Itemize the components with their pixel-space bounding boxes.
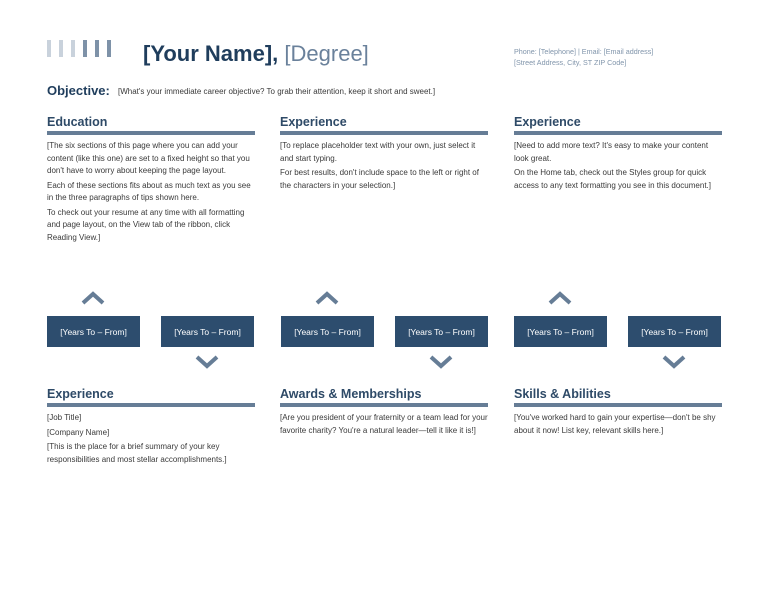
job-summary[interactable]: [This is the place for a brief summary of your key responsibilities and most stellar accomplishments.] [47,442,227,464]
section-skills-abilities [514,387,722,439]
section-body[interactable] [47,140,255,244]
section-title: Education [47,115,255,135]
objective-text[interactable]: [What's your immediate career objective? To grab their attention, keep it short and sweet.] [118,87,436,96]
chevron-up-icon [314,291,340,305]
section-education [47,115,255,246]
section-title: Awards & Memberships [280,387,488,407]
company-name[interactable]: [Company Name] [47,427,110,437]
objective-label: Objective: [47,83,110,98]
contact-info[interactable] [514,46,653,68]
section-body[interactable] [47,412,255,466]
job-title[interactable]: [Job Title] [47,413,82,422]
section-body[interactable] [280,140,488,192]
timeline-date-box[interactable]: [Years To – From] [281,316,374,347]
section-title: Experience [514,115,722,135]
paragraph[interactable]: [Need to add more text? It's easy to make your content look great. [514,141,709,163]
paragraph[interactable]: For best results, don't include space to the left or right of the characters in your selection.] [280,168,479,190]
timeline-date-box[interactable]: [Years To – From] [161,316,254,347]
bar-dark [95,40,99,57]
your-name[interactable]: [Your Name], [143,41,279,66]
bar-light [71,40,75,57]
section-awards-memberships [280,387,488,439]
chevron-down-icon [194,355,220,369]
section-body[interactable] [280,412,488,437]
chevron-down-icon [661,355,687,369]
contact-line-phone-email[interactable]: Phone: [Telephone] | Email: [Email address] [514,47,654,56]
bar-dark [83,40,87,57]
section-experience-2 [514,115,722,194]
timeline-date-box[interactable]: [Years To – From] [628,316,721,347]
name-heading[interactable] [143,41,369,67]
chevron-up-icon [547,291,573,305]
paragraph[interactable]: Each of these sections fits about as much text as you see in the three paragraphs of tips shown here. [47,180,251,202]
bar-light [59,40,63,57]
paragraph[interactable]: [Are you president of your fraternity or a team lead for your favorite charity? You're a natural leader—tell it like it is!] [280,413,488,435]
paragraph[interactable]: [The six sections of this page where you can add your content (like this one) are set to a fixed height so that you don't have to worry about keeping the page layout. [47,141,250,175]
timeline-date-box[interactable]: [Years To – From] [514,316,607,347]
paragraph[interactable]: [To replace placeholder text with your own, just select it and start typing. [280,141,476,163]
section-experience-1 [280,115,488,194]
timeline-date-box[interactable]: [Years To – From] [47,316,140,347]
paragraph[interactable]: On the Home tab, check out the Styles group for quick access to any text formatting you see in this document.] [514,168,711,190]
section-title: Experience [280,115,488,135]
section-experience-3 [47,387,255,468]
section-body[interactable] [514,140,722,192]
bar-light [47,40,51,57]
section-title: Skills & Abilities [514,387,722,407]
paragraph[interactable]: To check out your resume at any time with all formatting and page layout, on the View tab of the ribbon, click Reading View.] [47,207,245,242]
section-body[interactable] [514,412,722,437]
decorative-bars [47,40,111,57]
timeline-date-box[interactable]: [Years To – From] [395,316,488,347]
bar-dark [107,40,111,57]
chevron-up-icon [80,291,106,305]
chevron-down-icon [428,355,454,369]
degree[interactable]: [Degree] [284,41,369,66]
contact-line-address[interactable]: [Street Address, City, ST ZIP Code] [514,58,627,67]
section-title: Experience [47,387,255,407]
paragraph[interactable]: [You've worked hard to gain your expertise—don't be shy about it now! List key, relevant skills here.] [514,413,716,435]
